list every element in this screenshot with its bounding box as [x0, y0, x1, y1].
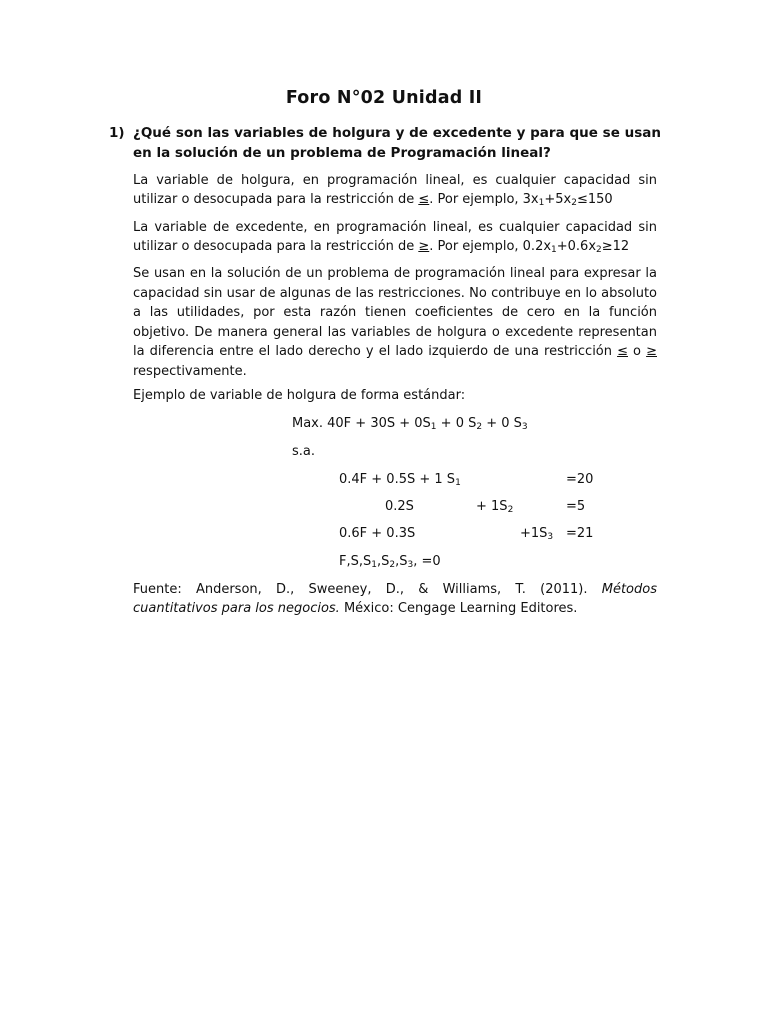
- question-1: [109, 123, 661, 163]
- text: +0.6x: [556, 239, 597, 254]
- source-citation-line-1: [133, 580, 657, 600]
- subscript: 2: [389, 560, 396, 570]
- subscript: 2: [507, 505, 514, 515]
- book-title: Métodos: [601, 582, 657, 597]
- le-symbol: ≤: [617, 344, 628, 359]
- text: ,S: [395, 554, 408, 569]
- text: F,S,S: [339, 554, 372, 569]
- paragraph-holgura-line-1: La variable de holgura, en programación lineal, es cualquier capacidad sin: [133, 173, 657, 188]
- text: Max. 40F + 30S + 0S: [292, 416, 431, 431]
- text: utilizar o desocupada para la restricción de: [133, 239, 419, 254]
- book-title: cuantitativos para los negocios.: [133, 601, 340, 616]
- text: , =0: [413, 554, 441, 569]
- subscript: 1: [455, 478, 461, 488]
- subscript: 2: [571, 198, 577, 208]
- subscript: 2: [596, 245, 602, 255]
- text: . Por ejemplo, 0.2x: [429, 239, 552, 254]
- objective-function: [292, 414, 528, 434]
- ge-symbol: ≥: [646, 344, 657, 359]
- question-text: ¿Qué son las variables de holgura y de excedente y para que se usan en la solución de un problema de Programación lineal?: [133, 125, 661, 161]
- subject-to-label: s.a.: [292, 444, 316, 459]
- paragraph-excedente-line-2: [133, 237, 657, 257]
- subscript: 3: [547, 532, 554, 542]
- text: + 1S: [476, 499, 508, 514]
- subscript: 2: [476, 422, 483, 432]
- constraint-3-slack: [520, 524, 553, 544]
- text: ,S: [376, 554, 390, 569]
- constraint-1-rhs: =20: [566, 472, 594, 487]
- text: +5x: [544, 192, 572, 207]
- subscript: 3: [521, 422, 528, 432]
- ge-symbol: ≥: [418, 239, 430, 254]
- constraint-2-slack: [476, 497, 513, 517]
- le-symbol: ≤: [418, 192, 430, 207]
- text: o: [627, 344, 647, 359]
- constraint-2-lhs: 0.2S: [385, 499, 414, 514]
- text: México: Cengage Learning Editores.: [339, 601, 578, 616]
- non-negativity-constraint: [339, 552, 441, 572]
- text: utilizar o desocupada para la restricción de: [133, 192, 419, 207]
- subscript: 1: [538, 198, 545, 208]
- question-number: 1): [109, 125, 125, 141]
- subscript: 3: [407, 560, 414, 570]
- constraint-2-rhs: =5: [566, 499, 586, 514]
- paragraph-example-intro: Ejemplo de variable de holgura de forma estándar:: [133, 388, 466, 403]
- source-citation-line-2: [133, 599, 657, 619]
- text: + 0 S: [482, 416, 522, 431]
- paragraph-holgura-line-2: [133, 190, 657, 210]
- text: respectivamente.: [133, 363, 247, 379]
- page-title: Foro N°02 Unidad II: [285, 88, 483, 108]
- text: ≥12: [601, 239, 630, 254]
- text: + 0 S: [436, 416, 477, 431]
- constraint-1-lhs: [339, 470, 461, 490]
- text: . Por ejemplo, 3x: [429, 192, 539, 207]
- text: ≤150: [576, 192, 613, 207]
- paragraph-uses: [133, 264, 657, 381]
- subscript: 1: [430, 422, 437, 432]
- text: +1S: [520, 526, 548, 541]
- constraint-3-lhs: 0.6F + 0.3S: [339, 526, 416, 541]
- text: 0.4F + 0.5S + 1 S: [339, 472, 456, 487]
- text: Se usan en la solución de un problema de programación lineal para expresar la capacidad sin usar de algunas de las restricciones. No contribuye en lo absoluto a las utilidades, por esta razón tienen coeficientes de cero en la función objetivo. De manera general las variables de holgura o excedente representan la diferencia entre el lado derecho y el lado izquierdo de una restricción: [133, 266, 657, 359]
- subscript: 1: [551, 245, 557, 255]
- subscript: 1: [371, 560, 377, 570]
- constraint-3-rhs: =21: [566, 526, 594, 541]
- text: Fuente: Anderson, D., Sweeney, D., & Williams, T. (2011).: [133, 582, 602, 597]
- paragraph-excedente-line-1: La variable de excedente, en programación lineal, es cualquier capacidad sin: [133, 220, 657, 235]
